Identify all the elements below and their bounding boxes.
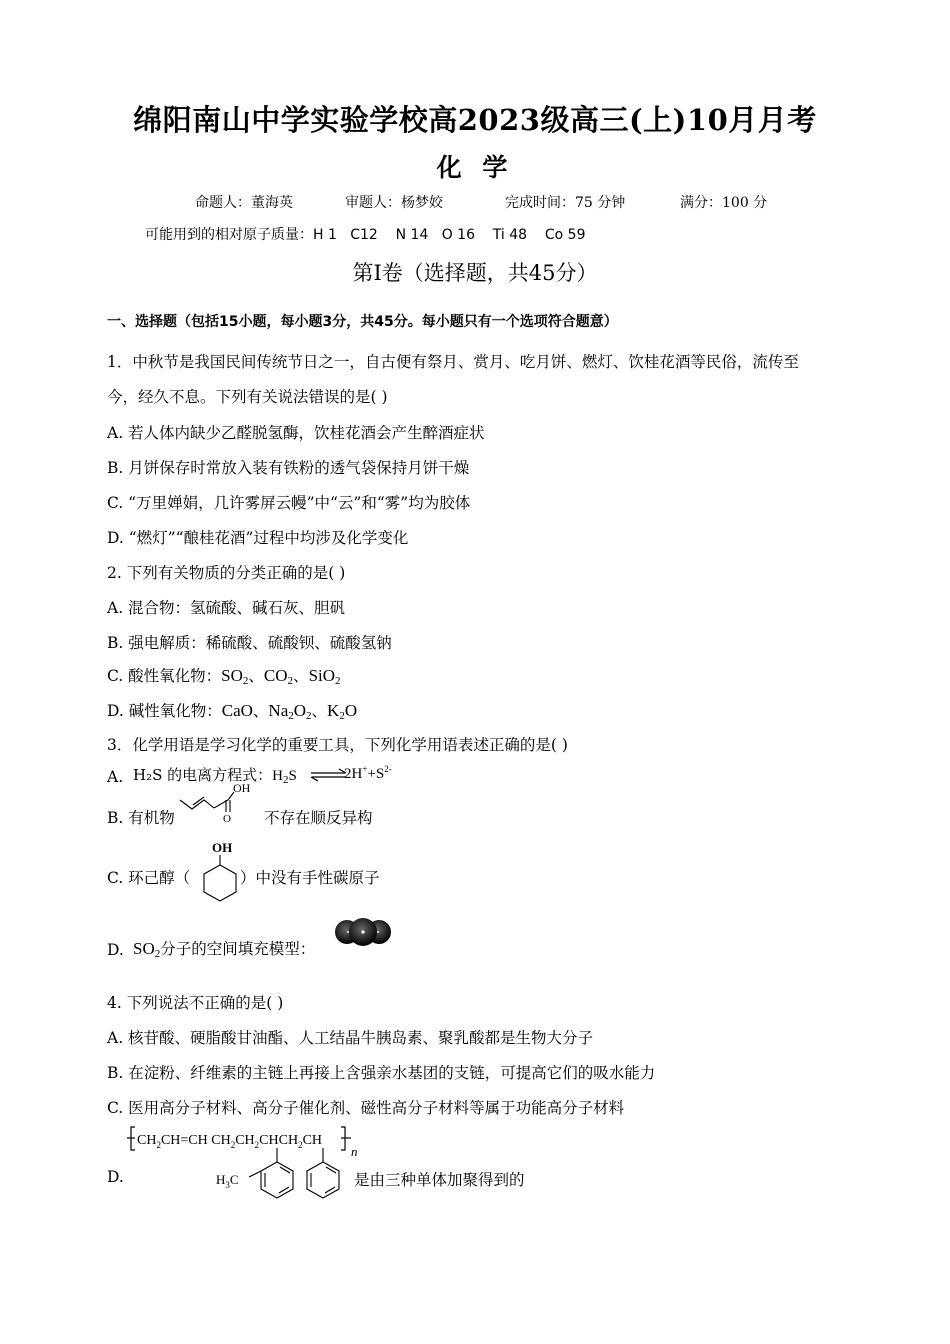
polymer-n: n (351, 1144, 358, 1159)
q1-option-d: D. “燃灯”“酿桂花酒”过程中均涉及化学变化 (107, 529, 409, 547)
q4-option-d-text: 是由三种单体加聚得到的 (354, 1171, 525, 1189)
q3-option-c-label: C. 环己醇（ (107, 869, 191, 887)
q3-option-b-text: 不存在顺反异构 (264, 809, 373, 827)
q1-option-c: C. “万里婵娟，几许雾屏云幔”中“云”和“雾”均为胶体 (107, 494, 471, 512)
section-title: 一、选择题（包括15小题，每小题3分，共45分。每小题只有一个选项符合题意） (107, 314, 618, 330)
reviewer: 审题人：杨梦姣 (345, 195, 443, 211)
q3-option-a-label: A. (107, 768, 124, 786)
author: 命题人：董海英 (195, 195, 293, 211)
q4-option-d-label: D. (107, 1168, 124, 1186)
formula-k2o: $K_2O$ (327, 701, 358, 722)
q2-option-b: B. 强电解质：稀硫酸、硫酸钡、硫酸氢钠 (107, 634, 392, 652)
q2-option-d-label: D. 碱性氧化物： (107, 702, 222, 720)
q1-option-a: A. 若人体内缺少乙醛脱氢酶，饮桂花酒会产生醉酒症状 (107, 424, 485, 442)
atomic-mass-line: 可能用到的相对原子质量：H 1 C12 N 14 O 16 Ti 48 Co 59 (145, 227, 586, 243)
formula-cao: CaO (221, 701, 253, 720)
so2-space-filling-model (334, 916, 392, 948)
q2-stem: 2. 下列有关物质的分类正确的是( ) (107, 564, 346, 582)
volume-heading: 第Ⅰ卷（选择题，共45分） (352, 261, 598, 285)
formula-na2o2: $Na_2O_2$ (268, 701, 312, 722)
q4-stem: 4. 下列说法不正确的是( ) (107, 994, 284, 1012)
formula-sio2: SiO$_2$ (308, 666, 341, 687)
polymer-chain-text: $CH_2CH=CH$ $CH_2CH_2CHCH_2CH$ (137, 1133, 323, 1150)
oh-label: OH (212, 840, 233, 855)
q3-option-b-label: B. 有机物 (107, 809, 175, 827)
oh-label: OH (233, 782, 251, 795)
exam-duration: 完成时间：75 分钟 (505, 195, 626, 211)
full-score: 满分：100 分 (680, 195, 768, 211)
q3-option-d-label: D. (107, 941, 124, 959)
q1-stem-line2: 今，经久不息。下列有关说法错误的是( ) (107, 388, 388, 406)
q3-option-a-text: H₂S 的电离方程式：$H_2S$ (133, 766, 297, 786)
crotonic-acid-structure (178, 782, 260, 822)
q2-option-a: A. 混合物：氢硫酸、碱石灰、胆矾 (107, 599, 346, 617)
q1-stem-line1: 1．中秋节是我国民间传统节日之一，自古便有祭月、赏月、吃月饼、燃灯、饮桂花酒等民俗，流传至 (107, 353, 799, 371)
reversible-arrow-icon (309, 768, 349, 782)
o-label: O (223, 813, 231, 822)
q1-option-b: B. 月饼保存时常放入装有铁粉的透气袋保持月饼干燥 (107, 459, 470, 477)
q3-stem: 3．化学用语是学习化学的重要工具，下列化学用语表述正确的是( ) (107, 736, 568, 754)
q3-option-c-text: ）中没有手性碳原子 (240, 869, 380, 887)
formula-co2: $CO_2$ (263, 666, 294, 687)
polymer-structure (125, 1122, 365, 1222)
methyl-label: $H_3C$ (216, 1172, 239, 1190)
formula-so2: $SO_2$ (221, 666, 249, 687)
q4-option-c: C. 医用高分子材料、高分子催化剂、磁性高分子材料等属于功能高分子材料 (107, 1099, 625, 1117)
exam-title: 绵阳南山中学实验学校高2023级高三(上)10月月考 (133, 103, 817, 137)
ionization-equation: $H_2S$ (272, 768, 297, 786)
q3-option-d-text: $SO_2$分子的空间填充模型： (133, 939, 316, 960)
ionization-products: $2H^++S^{2-}$ (344, 764, 392, 782)
formula-so2: $SO_2$ (133, 939, 161, 960)
cyclohexanol-structure (198, 838, 246, 902)
subject-title: 化 学 (436, 153, 514, 182)
q4-option-b: B. 在淀粉、纤维素的主链上再接上含强亲水基团的支链，可提高它们的吸水能力 (107, 1064, 656, 1082)
q2-option-d: D. 碱性氧化物：CaO、$Na_2O_2$、$K_2O$ (107, 701, 358, 722)
q2-option-c: C. 酸性氧化物：$SO_2$、$CO_2$、SiO$_2$ (107, 666, 341, 687)
q2-option-c-label: C. 酸性氧化物： (107, 667, 222, 685)
q4-option-a: A. 核苷酸、硬脂酸甘油酯、人工结晶牛胰岛素、聚乳酸都是生物大分子 (107, 1029, 594, 1047)
